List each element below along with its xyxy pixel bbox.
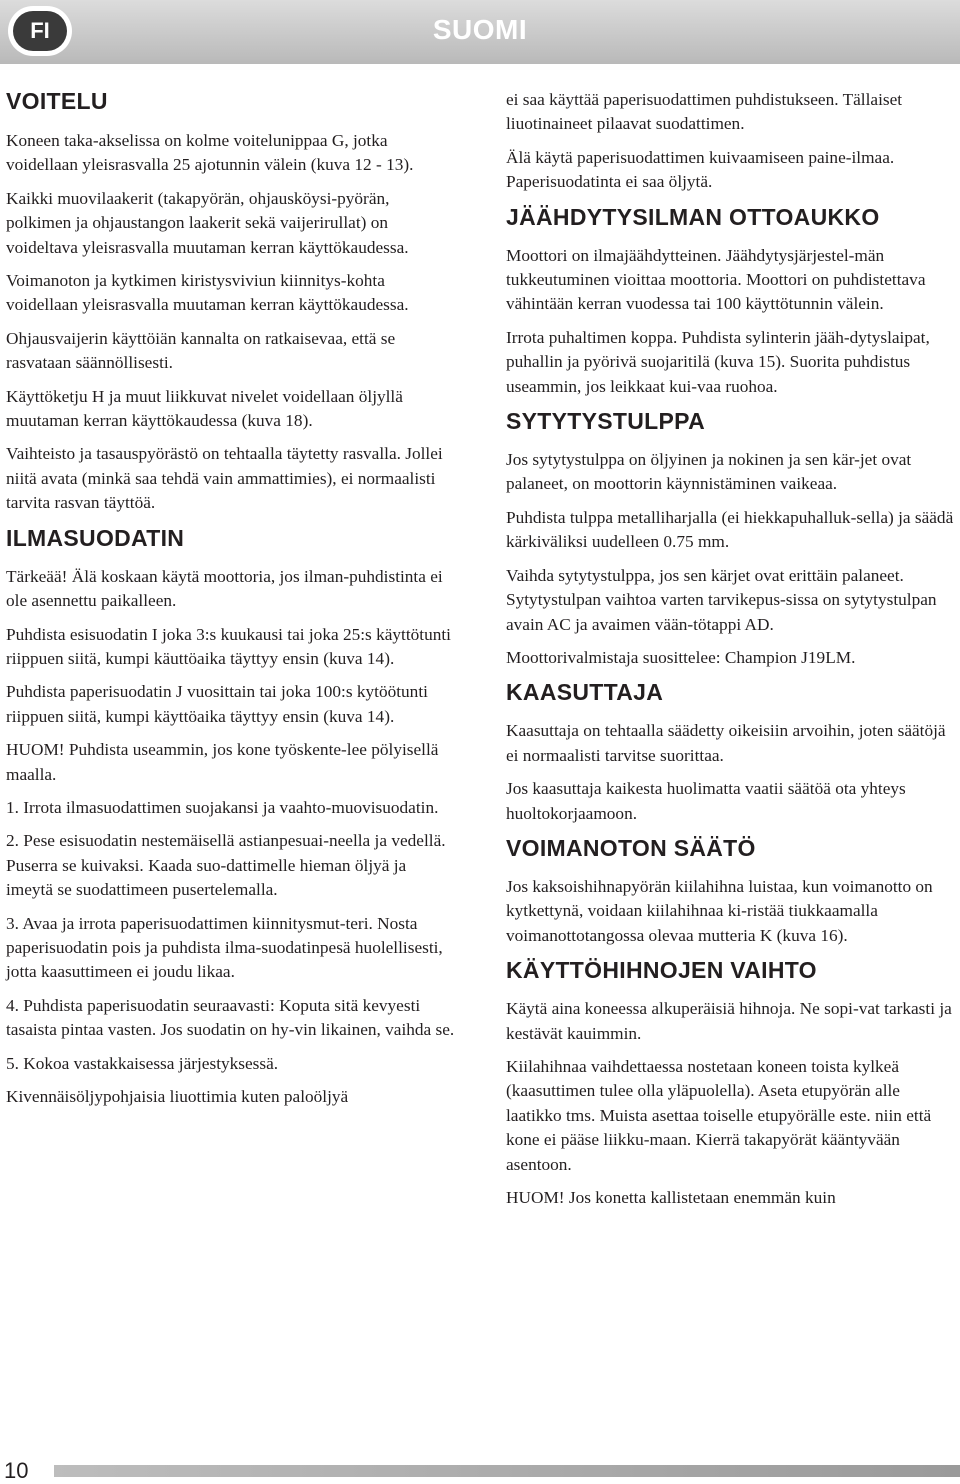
language-code: FI — [13, 11, 67, 51]
heading-jaahdytysilman-ottoaukko: JÄÄHDYTYSILMAN OTTOAUKKO — [506, 203, 880, 230]
heading-kaasuttaja: KAASUTTAJA — [506, 679, 664, 706]
heading-voimanoton-saato: VOIMANOTON SÄÄTÖ — [506, 834, 756, 861]
paragraph: Jos kaasuttaja kaikesta huolimatta vaatii säätöä ota yhteys huoltokorjaamoon. — [506, 779, 906, 823]
paragraph: 2. Pese esisuodatin nestemäisellä astianpesuai-neella ja vedellä. Puserra se kuivaksi. Kaada suo-dattimelle hieman öljyä ja imeytä se suodattimeen pusertelemalla. — [6, 831, 446, 900]
paragraph: Koneen taka-akselissa on kolme voitelunippaa G, jotka voidellaan yleisrasvalla 25 ajotunnin välein (kuva 12 - 13). — [6, 131, 414, 175]
heading-sytytystulppa: SYTYTYSTULPPA — [506, 408, 705, 435]
paragraph: ei saa käyttää paperisuodattimen puhdistukseen. Tällaiset liuotinaineet pilaavat suodattimen. — [506, 90, 903, 134]
paragraph: Irrota puhaltimen koppa. Puhdista sylinterin jääh-dytyslaipat, puhallin ja pyörivä suojaritilä (kuva 15). Suorita puhdistus useammin, jos leikkaat kui-vaa ruohoa. — [506, 327, 930, 396]
heading-ilmasuodatin: ILMASUODATIN — [6, 524, 185, 551]
paragraph: Kaasuttaja on tehtaalla säädetty oikeisiin arvoihin, joten säätöjä ei normaalisti tarvitse suorittaa. — [506, 721, 946, 765]
paragraph: Vaihda sytytystulppa, jos sen kärjet ovat erittäin palaneet. Sytytystulpan vaihtoa varten tarvikepus-sissa on sytytystulpan avain AC ja avaimen vään-tötappi AD. — [506, 565, 937, 634]
paragraph: 1. Irrota ilmasuodattimen suojakansi ja vaahto-muovisuodatin. — [6, 797, 439, 817]
paragraph: Ohjausvaijerin käyttöiän kannalta on ratkaisevaa, että se rasvataan säännöllisesti. — [6, 328, 396, 373]
paragraph: HUOM! Puhdista useammin, jos kone työskente-lee pölyisellä maalla. — [6, 740, 439, 784]
section-sytytystulppa — [506, 408, 954, 670]
section-kaasuttaja — [506, 679, 954, 826]
section-continuation — [506, 88, 954, 195]
paragraph: Kiilahihnaa vaihdettaessa nostetaan koneen toista kylkeä (kaasuttimen tulee olla yläpuolella). Aseta etupyörän alle laatikko tms. Muista asettaa toiselle etupyörälle este. niin että kone ei pääse liikku-maan. Kierrä takapyörät kääntyvään asentoon. — [506, 1056, 932, 1174]
language-badge — [8, 6, 72, 56]
paragraph: Puhdista tulppa metalliharjalla (ei hiekkapuhalluk-sella) ja säädä kärkiväliksi uudelleen 0.75 mm. — [506, 507, 954, 552]
right-column — [506, 88, 954, 1219]
page-number: 10 — [4, 1458, 29, 1483]
paragraph: 4. Puhdista paperisuodatin seuraavasti: Koputa sitä kevyesti tasaista pintaa vasten. Jos suodatin on hy-vin likainen, vaihda se. — [6, 995, 455, 1040]
paragraph: Moottori on ilmajäähdytteinen. Jäähdytysjärjestel-män tukkeutuminen vioittaa moottoria. Moottori on puhdistettava vähintään kerran vuodessa tai 100 käyttötunnin välein. — [506, 245, 926, 314]
paragraph: Vaihteisto ja tasauspyörästö on tehtaalla täytetty rasvalla. Jollei niitä avata (minkä saa tehdä vain ammattimies), ei normaalisti tarvita rasvan täyttöä. — [6, 444, 443, 513]
paragraph: Käytä aina koneessa alkuperäisiä hihnoja. Ne sopi-vat tarkasti ja kestävät kauimmin. — [506, 999, 952, 1043]
section-ilmasuodatin — [6, 525, 456, 1110]
footer-bar — [54, 1465, 960, 1477]
section-voimanoton-saato — [506, 835, 954, 948]
left-column — [6, 84, 456, 1118]
paragraph: Tärkeää! Älä koskaan käytä moottoria, jos ilman-puhdistinta ei ole asennettu paikalleen. — [6, 566, 443, 611]
paragraph: Kaikki muovilaakerit (takapyörän, ohjausköysi-pyörän, polkimen ja ohjaustangon laakerit sekä vaijerirullat) on voideltava yleisrasvalla muutaman kerran käyttökaudessa. — [6, 188, 409, 257]
section-voitelu — [6, 88, 456, 516]
paragraph: Älä käytä paperisuodattimen kuivaamiseen paine-ilmaa. Paperisuodatinta ei saa öljytä. — [506, 147, 895, 192]
paragraph: Puhdista esisuodatin I joka 3:s kuukausi tai joka 25:s käyttötunti riippuen siitä, kumpi käuttöaika täyttyy ensin (kuva 14). — [6, 624, 451, 668]
paragraph: Käyttöketju H ja muut liikkuvat nivelet voidellaan öljyllä muutaman kerran käyttökaudessa (kuva 18). — [6, 386, 403, 431]
paragraph: Voimanoton ja kytkimen kiristysviviun kiinnitys-kohta voidellaan yleisrasvalla muutaman kerran käyttökaudessa. — [6, 271, 409, 315]
header-bar — [0, 0, 960, 64]
paragraph: Puhdista paperisuodatin J vuosittain tai joka 100:s kytöötunti riippuen siitä, kumpi käyttöaika täyttyy ensin (kuva 14). — [6, 682, 428, 726]
paragraph: 3. Avaa ja irrota paperisuodattimen kiinnitysmut-teri. Nosta paperisuodatin pois ja puhdista ilma-suodatinpesä huolellisesti, jotta kaasuttimeen ei joudu likaa. — [6, 913, 443, 982]
section-kayttohihnojen-vaihto — [506, 957, 954, 1210]
paragraph: Jos kaksoishihnapyörän kiilahihna luistaa, kun voimanotto on kytkettynä, voidaan kiilahihnaa ki-ristää tiukkaamalla voimanottotangossa olevaa mutteria K (kuva 16). — [506, 876, 933, 945]
section-jaahdytysilman-ottoaukko — [506, 204, 954, 399]
paragraph: Kivennäisöljypohjaisia liuottimia kuten paloöljyä — [6, 1087, 349, 1106]
heading-voitelu: VOITELU — [6, 88, 108, 114]
paragraph: HUOM! Jos konetta kallistetaan enemmän kuin — [506, 1188, 836, 1207]
heading-kayttohihnojen-vaihto: KÄYTTÖHIHNOJEN VAIHTO — [506, 957, 817, 984]
language-title: SUOMI — [432, 14, 528, 45]
paragraph: Moottorivalmistaja suosittelee: Champion J19LM. — [506, 647, 856, 667]
paragraph: 5. Kokoa vastakkaisessa järjestyksessä. — [6, 1053, 279, 1073]
paragraph: Jos sytytystulppa on öljyinen ja nokinen ja sen kär-jet ovat palaneet, on moottorin käynnistäminen vaikeaa. — [506, 450, 912, 494]
